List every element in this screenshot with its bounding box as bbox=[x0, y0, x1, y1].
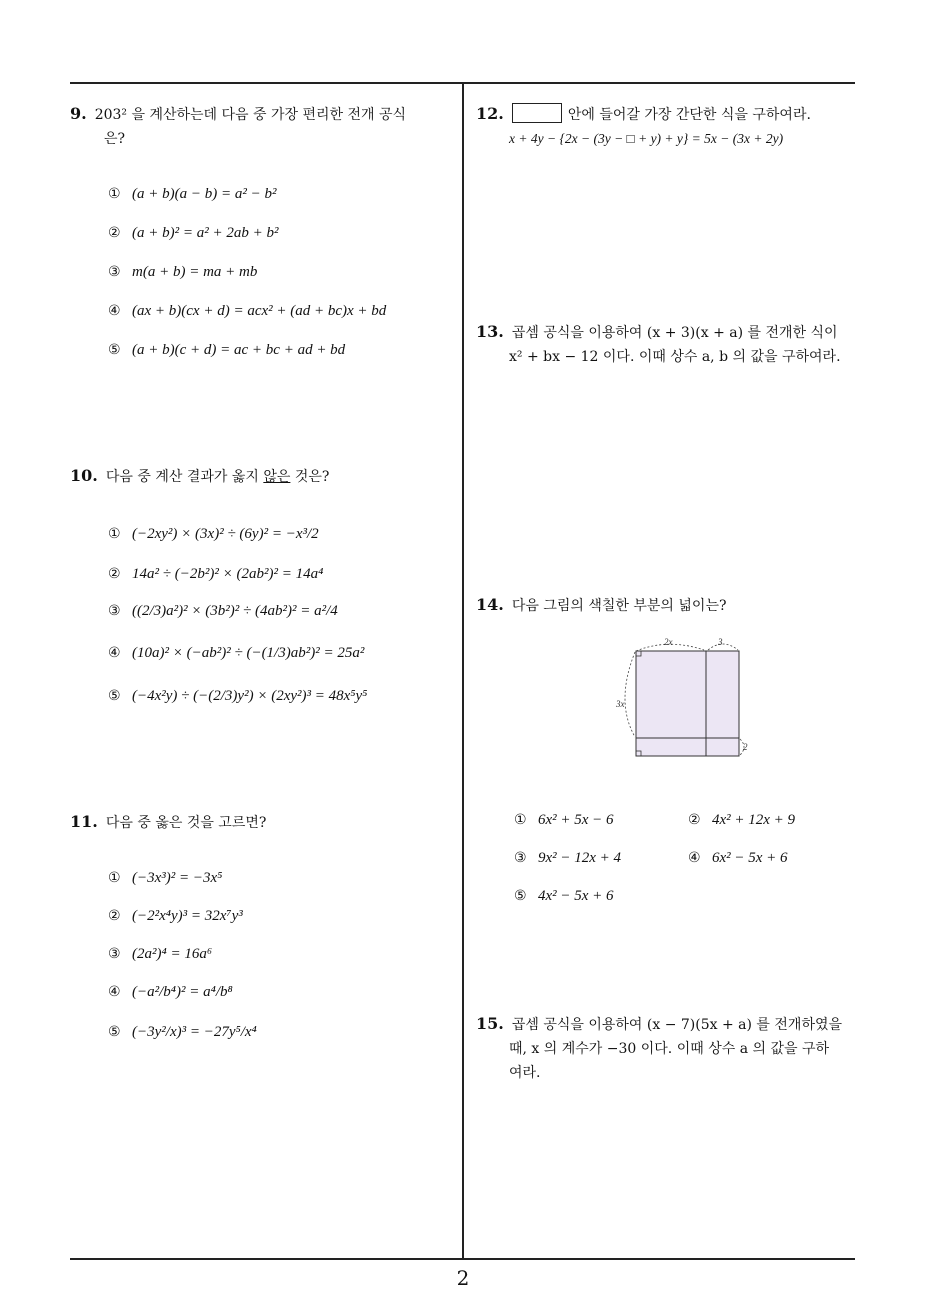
column-divider bbox=[462, 83, 464, 1258]
brace-top-right bbox=[708, 644, 738, 650]
choice-5[interactable]: ⑤ (−4x²y) ÷ (−(2/3)y²) × (2xy²)³ = 48x⁵y⁵ bbox=[108, 688, 368, 704]
shaded-region bbox=[636, 651, 739, 756]
question-15 bbox=[476, 1012, 861, 1085]
question-text: 다음 그림의 색칠한 부분의 넓이는? bbox=[511, 598, 727, 614]
choice-1[interactable]: ① (−2xy²) × (3x)² ÷ (6y)² = −x³/2 bbox=[108, 526, 319, 542]
question-text: 다음 중 옳은 것을 고르면? bbox=[105, 815, 267, 831]
question-number: 14. bbox=[476, 595, 504, 614]
question-13 bbox=[476, 320, 861, 369]
choice-5[interactable]: ⑤ (−3y²/x)³ = −27y⁵/x⁴ bbox=[108, 1024, 257, 1040]
question-number: 9. bbox=[70, 104, 87, 123]
choice-4[interactable]: ④ (10a)² × (−ab²)² ÷ (−(1/3)ab²)² = 25a² bbox=[108, 645, 365, 661]
question-11 bbox=[70, 810, 455, 835]
choice-2[interactable]: ② (a + b)² = a² + 2ab + b² bbox=[108, 225, 279, 241]
choice-4[interactable]: ④ (ax + b)(cx + d) = acx² + (ad + bc)x + bd bbox=[108, 303, 387, 319]
question-number: 12. bbox=[476, 104, 504, 123]
question-text-end: 것은? bbox=[290, 469, 330, 485]
question-text-end: 여라. bbox=[509, 1065, 541, 1081]
choice-3[interactable]: ③ 9x² − 12x + 4 bbox=[514, 850, 622, 866]
question-number: 10. bbox=[70, 466, 98, 485]
question-text-cont: 은? bbox=[104, 131, 126, 147]
choice-5[interactable]: ⑤ 4x² − 5x + 6 bbox=[514, 888, 614, 904]
choice-1[interactable]: ① (−3x³)² = −3x⁵ bbox=[108, 870, 223, 886]
question-text: 다음 중 계산 결과가 옳지 bbox=[105, 469, 264, 485]
choice-5[interactable]: ⑤ (a + b)(c + d) = ac + bc + ad + bd bbox=[108, 342, 346, 358]
choice-4[interactable]: ④ 6x² − 5x + 6 bbox=[688, 850, 788, 866]
choice-2[interactable]: ② (−2²x⁴y)³ = 32x⁷y³ bbox=[108, 908, 243, 924]
choice-2[interactable]: ② 14a² ÷ (−2b²)² × (2ab²)² = 14a⁴ bbox=[108, 566, 324, 582]
question-14 bbox=[476, 593, 861, 618]
question-12 bbox=[476, 102, 861, 151]
choice-1[interactable]: ① 6x² + 5x − 6 bbox=[514, 812, 614, 828]
page-number: 2 bbox=[456, 1266, 470, 1290]
question-text-cont: x² + bx − 12 이다. 이때 상수 a, b 의 값을 구하여라. bbox=[509, 349, 841, 365]
label-2x: 2x bbox=[664, 637, 673, 647]
question-number: 15. bbox=[476, 1014, 504, 1033]
brace-left bbox=[625, 652, 635, 737]
label-3x: 3x bbox=[616, 699, 625, 709]
choice-4[interactable]: ④ (−a²/b⁴)² = a⁴/b⁸ bbox=[108, 984, 233, 1000]
question-number: 13. bbox=[476, 322, 504, 341]
label-3: 3 bbox=[718, 637, 723, 647]
question-text: 안에 들어갈 가장 간단한 식을 구하여라. bbox=[567, 107, 811, 123]
question-text: 곱셈 공식을 이용하여 (x − 7)(5x + a) 를 전개하였을 bbox=[511, 1017, 843, 1033]
blank-box bbox=[512, 103, 562, 123]
question-text: 203² 을 계산하는데 다음 중 가장 편리한 전개 공식 bbox=[94, 107, 407, 123]
label-2: 2 bbox=[743, 742, 748, 752]
question-text-cont: 때, x 의 계수가 −30 이다. 이때 상수 a 의 값을 구하 bbox=[509, 1041, 830, 1057]
question-9 bbox=[70, 102, 455, 151]
choice-1[interactable]: ① (a + b)(a − b) = a² − b² bbox=[108, 186, 277, 202]
question-expression: x + 4y − {2x − (3y − □ + y) + y} = 5x − (3x + 2y) bbox=[509, 131, 784, 146]
choice-3[interactable]: ③ ((2/3)a²)² × (3b²)² ÷ (4ab²)² = a²/4 bbox=[108, 603, 338, 619]
rectangle-figure bbox=[610, 632, 755, 762]
question-number: 11. bbox=[70, 812, 98, 831]
choice-3[interactable]: ③ m(a + b) = ma + mb bbox=[108, 264, 258, 280]
underlined-word: 않은 bbox=[263, 469, 291, 485]
choice-2[interactable]: ② 4x² + 12x + 9 bbox=[688, 812, 796, 828]
question-text: 곱셈 공식을 이용하여 (x + 3)(x + a) 를 전개한 식이 bbox=[511, 325, 838, 341]
bottom-rule bbox=[70, 1258, 855, 1260]
choice-3[interactable]: ③ (2a²)⁴ = 16a⁶ bbox=[108, 946, 213, 962]
question-10 bbox=[70, 464, 455, 489]
